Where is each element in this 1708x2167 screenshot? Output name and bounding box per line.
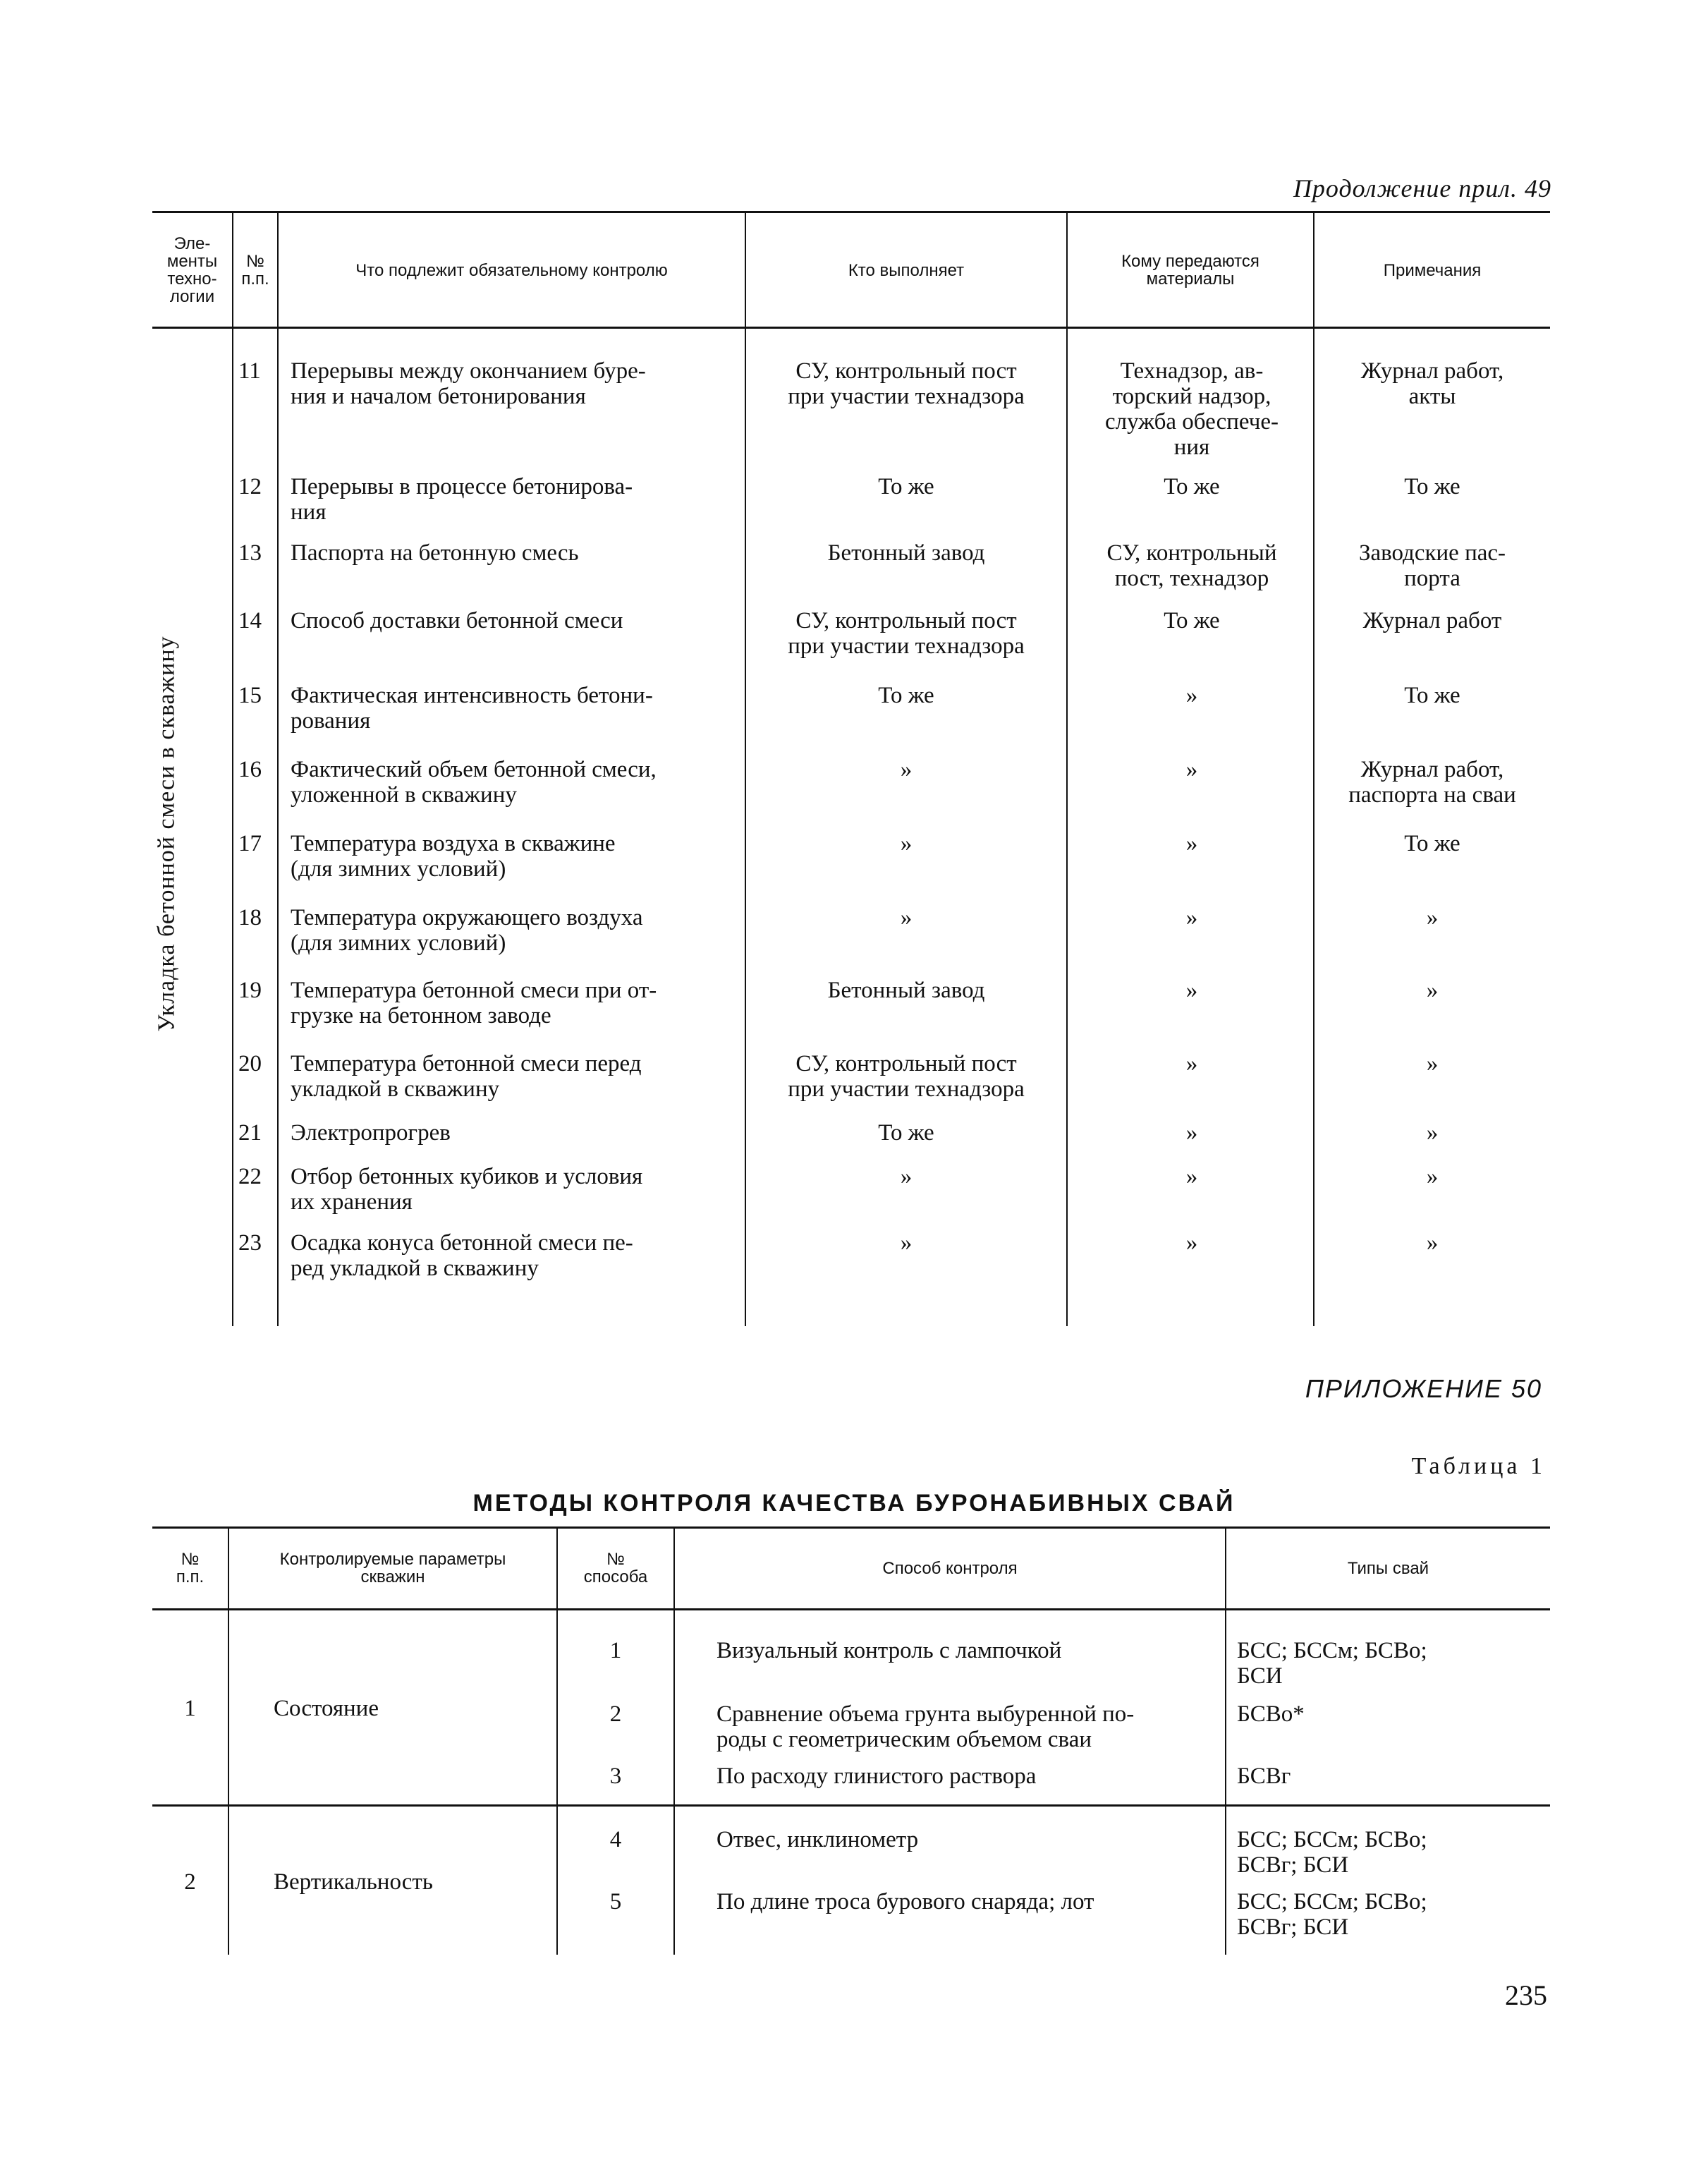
row-number: 14 (238, 608, 262, 633)
row-notes: » (1426, 1051, 1439, 1076)
table2-group-rule (152, 1804, 1550, 1807)
table1-header-rule (152, 327, 1550, 329)
t2-header-number: № п.п. (176, 1550, 205, 1586)
row-number: 12 (238, 474, 262, 499)
table-label: Таблица 1 (1411, 1453, 1546, 1479)
row-what-controlled: Температура воздуха в скважине (для зимних условий) (291, 831, 616, 882)
t2-header-method: Способ контроля (882, 1558, 1018, 1578)
table1-col-line (232, 213, 233, 1326)
row-what-controlled: Температура бетонной смеси перед укладкой в скважину (291, 1051, 642, 1102)
group-param: Вертикальность (274, 1869, 433, 1895)
row-number: 18 (238, 905, 262, 930)
row-what-controlled: Фактический объем бетонной смеси, уложенной в скважину (291, 757, 657, 808)
row-number: 17 (238, 831, 262, 856)
row-notes: » (1426, 1164, 1439, 1189)
row-what-controlled: Фактическая интенсивность бетони- рования (291, 683, 653, 734)
table1-col-line (745, 213, 746, 1326)
row-number: 15 (238, 683, 262, 708)
row-to-whom: » (1185, 831, 1198, 856)
appendix-title: ПРИЛОЖЕНИЕ 50 (1305, 1374, 1542, 1403)
row-who-performs: » (900, 1230, 913, 1256)
group-number: 1 (184, 1696, 196, 1721)
row-who-performs: СУ, контрольный пост при участии технадзора (788, 608, 1025, 659)
row-to-whom: » (1185, 1164, 1198, 1189)
header-who-performs: Кто выполняет (848, 260, 965, 280)
row-who-performs: СУ, контрольный пост при участии технадзора (788, 1051, 1025, 1102)
t2-header-param: Контролируемые параметры скважин (279, 1550, 506, 1586)
row-what-controlled: Отбор бетонных кубиков и условия их хранения (291, 1164, 643, 1215)
row-to-whom: » (1185, 905, 1198, 930)
row-who-performs: » (900, 905, 913, 930)
header-elements: Эле- менты техно- логии (166, 234, 218, 306)
row-who-performs: СУ, контрольный пост при участии технадзора (788, 358, 1025, 409)
row-notes: Заводские пас- порта (1358, 540, 1506, 591)
row-number: 11 (238, 358, 261, 384)
table2-top-rule (152, 1526, 1550, 1529)
row-what-controlled: Осадка конуса бетонной смеси пе- ред укладкой в скважину (291, 1230, 633, 1281)
header-number: № п.п. (241, 252, 269, 289)
row-to-whom: » (1185, 757, 1198, 782)
row-who-performs: » (900, 831, 913, 856)
method-number: 2 (609, 1701, 622, 1727)
row-to-whom: СУ, контрольный пост, технадзор (1106, 540, 1277, 591)
row-to-whom: » (1185, 683, 1198, 708)
row-notes: Журнал работ, паспорта на сваи (1348, 757, 1516, 808)
method-types: БСС; БССм; БСВо; БСВг; БСИ (1237, 1889, 1427, 1940)
row-what-controlled: Паспорта на бетонную смесь (291, 540, 579, 566)
row-notes: Журнал работ (1362, 608, 1502, 633)
group-label-vertical: Укладка бетонной смеси в скважину (154, 636, 180, 1032)
t2-header-types: Типы свай (1347, 1558, 1429, 1578)
row-notes: » (1426, 905, 1439, 930)
row-who-performs: То же (878, 474, 934, 499)
row-what-controlled: Способ доставки бетонной смеси (291, 608, 623, 633)
row-to-whom: » (1185, 1051, 1198, 1076)
method-text: Сравнение объема грунта выбуренной по- роды с геометрическим объемом сваи (716, 1701, 1135, 1752)
method-types: БСВг (1237, 1764, 1291, 1789)
row-number: 16 (238, 757, 262, 782)
row-what-controlled: Электропрогрев (291, 1120, 451, 1146)
table2-title: МЕТОДЫ КОНТРОЛЯ КАЧЕСТВА БУРОНАБИВНЫХ СВАЙ (472, 1490, 1236, 1517)
row-number: 13 (238, 540, 262, 566)
row-what-controlled: Температура бетонной смеси при от- грузке на бетонном заводе (291, 978, 657, 1028)
row-what-controlled: Температура окружающего воздуха (для зимних условий) (291, 905, 643, 956)
row-to-whom: То же (1164, 608, 1220, 633)
method-number: 1 (609, 1638, 622, 1663)
table1-col-line (1313, 213, 1314, 1326)
row-to-whom: То же (1164, 474, 1220, 499)
method-types: БСВо* (1237, 1701, 1305, 1727)
continuation-title: Продолжение прил. 49 (1293, 174, 1551, 202)
row-to-whom: » (1185, 1120, 1198, 1146)
table1-top-rule (152, 211, 1550, 213)
row-to-whom: » (1185, 978, 1198, 1003)
method-text: По расходу глинистого раствора (716, 1764, 1037, 1789)
method-number: 5 (609, 1889, 622, 1914)
row-notes: То же (1404, 474, 1460, 499)
row-notes: Журнал работ, акты (1360, 358, 1504, 409)
row-notes: » (1426, 978, 1439, 1003)
row-what-controlled: Перерывы в процессе бетонирова- ния (291, 474, 633, 525)
method-number: 4 (609, 1827, 622, 1852)
row-notes: То же (1404, 683, 1460, 708)
group-number: 2 (184, 1869, 196, 1895)
row-who-performs: » (900, 1164, 913, 1189)
row-number: 22 (238, 1164, 262, 1189)
row-number: 23 (238, 1230, 262, 1256)
row-who-performs: Бетонный завод (827, 978, 985, 1003)
row-who-performs: То же (878, 1120, 934, 1146)
row-number: 19 (238, 978, 262, 1003)
method-number: 3 (609, 1764, 622, 1789)
page-number: 235 (1505, 1979, 1547, 2011)
table2-header-rule (152, 1608, 1550, 1610)
row-who-performs: » (900, 757, 913, 782)
row-notes: » (1426, 1230, 1439, 1256)
method-types: БСС; БССм; БСВо; БСИ (1237, 1638, 1427, 1689)
row-number: 21 (238, 1120, 262, 1146)
table1-col-line (1066, 213, 1068, 1326)
t2-header-method-number: № способа (583, 1550, 648, 1586)
group-param: Состояние (274, 1696, 379, 1721)
method-types: БСС; БССм; БСВо; БСВг; БСИ (1237, 1827, 1427, 1878)
method-text: Отвес, инклинометр (716, 1827, 919, 1852)
row-what-controlled: Перерывы между окончанием буре- ния и началом бетонирования (291, 358, 646, 409)
header-what-controlled: Что подлежит обязательному контролю (355, 260, 668, 280)
row-to-whom: » (1185, 1230, 1198, 1256)
row-to-whom: Технадзор, ав- торский надзор, служба обеспече- ния (1105, 358, 1279, 460)
header-notes: Примечания (1383, 260, 1482, 280)
row-number: 20 (238, 1051, 262, 1076)
method-text: Визуальный контроль с лампочкой (716, 1638, 1062, 1663)
header-to-whom: Кому передаются материалы (1121, 252, 1259, 289)
table1-col-line (277, 213, 279, 1326)
row-who-performs: То же (878, 683, 934, 708)
row-notes: То же (1404, 831, 1460, 856)
row-notes: » (1426, 1120, 1439, 1146)
row-who-performs: Бетонный завод (827, 540, 985, 566)
method-text: По длине троса бурового снаряда; лот (716, 1889, 1094, 1914)
